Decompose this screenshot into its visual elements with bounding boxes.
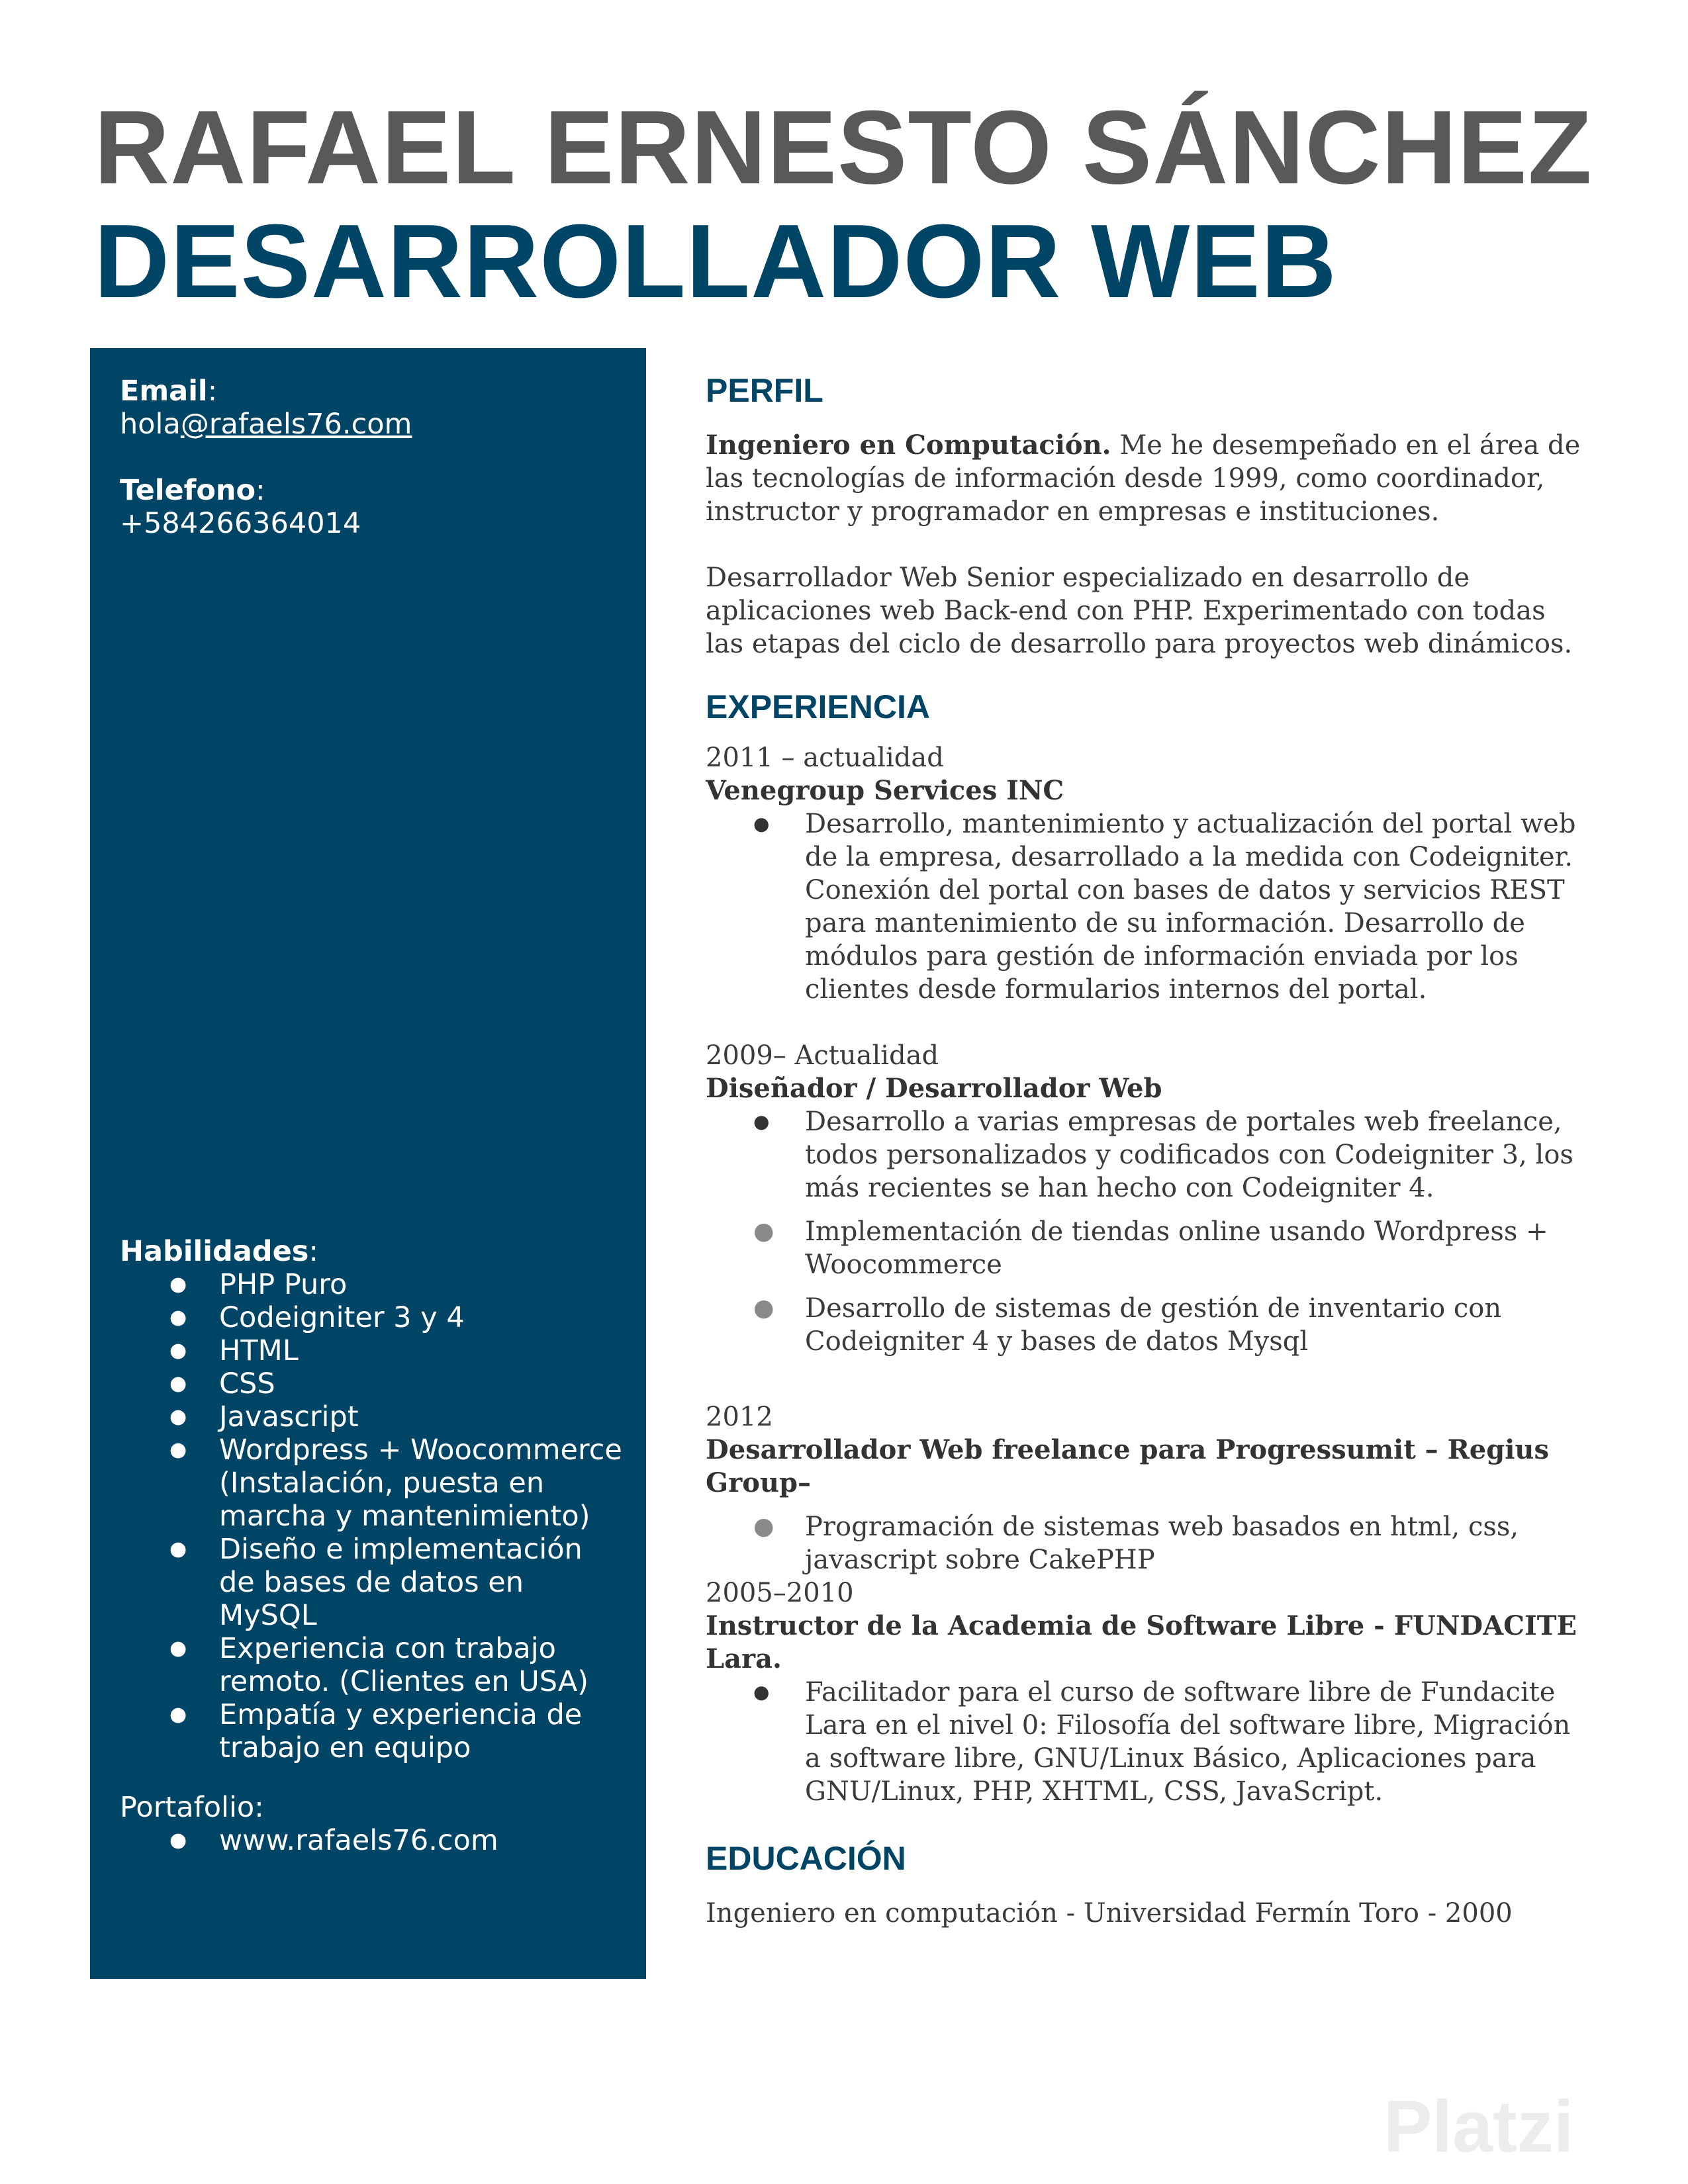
job-bullet: ● Programación de sistemas web basados en html, css, javascript sobre CakePHP — [706, 1510, 1586, 1576]
skill-item: ● HTML — [120, 1334, 626, 1367]
email-label: Email — [120, 375, 208, 408]
job-bullets — [706, 1510, 1586, 1576]
skill-item: ● Diseño e implementación de bases de datos en MySQL — [120, 1533, 626, 1632]
job-title: Venegroup Services INC — [706, 775, 1064, 806]
phone-value: +584266364014 — [120, 507, 361, 540]
experience-heading: EXPERIENCIA — [706, 688, 930, 725]
job-bullet: ● Desarrollo, mantenimiento y actualización del portal web de la empresa, desarrollado a la medida con Codeigniter. Conexión del portal con bases de datos y servicios REST para mantenimiento de su información. Desarrollo de módulos para gestión de información enviada por los clientes desde formularios internos del portal. — [706, 807, 1586, 1006]
job-bullet: ● Desarrollo de sistemas de gestión de inventario con Codeigniter 4 y bases de datos Mysql — [706, 1292, 1586, 1358]
skill-item: ● Experiencia con trabajo remoto. (Clientes en USA) — [120, 1632, 626, 1698]
profile-lead-text: Me he desempeñado en el área de las tecnologías de información desde 1999, como coordinador, instructor y programador en empresas e instituciones. — [706, 430, 1581, 527]
profile-lead-bold: Ingeniero en Computación. — [706, 430, 1111, 461]
skill-item: ● Javascript — [120, 1400, 626, 1433]
profile-paragraph-2: Desarrollador Web Senior especializado en desarrollo de aplicaciones web Back-end con PHP. Experimentado con todas las etapas del ciclo de desarrollo para proyectos web dinámicos. — [706, 563, 1573, 659]
job-bullet: ● Facilitador para el curso de software libre de Fundacite Lara en el nivel 0: Filosofía del software libre, Migración a software libre, GNU/Linux Básico, Aplicaciones para GNU/Linux, PHP, XHTML, CSS, JavaScript. — [706, 1676, 1586, 1808]
profile-heading: PERFIL — [706, 372, 823, 409]
job-entry — [706, 741, 1586, 1006]
job-title: Desarrollador Web freelance para Progressumit – Regius Group– — [706, 1434, 1550, 1498]
phone-block: Telefono: +584266364014 — [120, 474, 626, 540]
job-period: 2009– Actualidad — [706, 1040, 939, 1071]
job-entry — [706, 1576, 1586, 1808]
skills-label: Habilidades — [120, 1235, 309, 1268]
job-period: 2012 — [706, 1402, 773, 1432]
education-heading: EDUCACIÓN — [706, 1840, 906, 1877]
skill-item: ● PHP Puro — [120, 1268, 626, 1301]
phone-label: Telefono — [120, 474, 256, 507]
email-link[interactable]: @rafaels76.com — [180, 408, 412, 441]
email-block: Email: hola@rafaels76.com — [120, 375, 412, 441]
job-period: 2011 – actualidad — [706, 743, 944, 773]
experience-section — [706, 687, 1586, 1808]
main-content — [706, 371, 1586, 1930]
job-title: Diseñador / Desarrollador Web — [706, 1073, 1162, 1104]
education-section — [706, 1839, 1586, 1930]
platzi-watermark: Platzi — [1383, 2086, 1574, 2167]
skill-item: ● CSS — [120, 1367, 626, 1400]
skill-item: ● Wordpress + Woocommerce (Instalación, puesta en marcha y mantenimiento) — [120, 1433, 626, 1533]
profile-paragraph — [706, 429, 1586, 528]
portfolio-label: Portafolio: — [120, 1791, 264, 1824]
contact-sidebar — [90, 348, 646, 1979]
portfolio-list — [120, 1824, 626, 1857]
email-prefix: hola — [120, 408, 181, 441]
full-name: RAFAEL ERNESTO SÁNCHEZ — [94, 89, 1593, 206]
job-bullet: ● Implementación de tiendas online usando Wordpress + Woocommerce — [706, 1215, 1586, 1281]
job-entry — [706, 1400, 1586, 1576]
job-title: DESARROLLADOR WEB — [94, 203, 1337, 320]
job-bullets — [706, 1676, 1586, 1808]
job-title: Instructor de la Academia de Software Libre - FUNDACITE Lara. — [706, 1610, 1577, 1674]
skill-item: ● Codeigniter 3 y 4 — [120, 1301, 626, 1334]
education-text: Ingeniero en computación - Universidad Fermín Toro - 2000 — [706, 1898, 1513, 1929]
job-bullets — [706, 1105, 1586, 1205]
skills-list — [120, 1268, 626, 1764]
portfolio-block — [120, 1791, 626, 1857]
job-entry — [706, 1039, 1586, 1358]
job-period: 2005–2010 — [706, 1578, 854, 1608]
portfolio-link[interactable]: ● www.rafaels76.com — [120, 1824, 626, 1857]
profile-section — [706, 371, 1586, 660]
job-bullets — [706, 1215, 1586, 1358]
skills-block: Habilidades: ● PHP Puro ● Codeigniter 3 y 4 ● HTML ● CSS ● Javascript ● Wordpress + Woocommerce (Instalación, puesta en marcha y mantenimiento) ● Diseño e implementación de bases de datos en MySQL ● Experiencia con trabajo remoto. (Clientes en USA) ● Empatía y experiencia de trabajo en equipo — [120, 1235, 626, 1764]
job-bullet: ● Desarrollo a varias empresas de portales web freelance, todos personalizados y codificados con Codeigniter 3, los más recientes se han hecho con Codeigniter 4. — [706, 1105, 1586, 1205]
job-bullets — [706, 807, 1586, 1006]
skill-item: ● Empatía y experiencia de trabajo en equipo — [120, 1698, 626, 1764]
